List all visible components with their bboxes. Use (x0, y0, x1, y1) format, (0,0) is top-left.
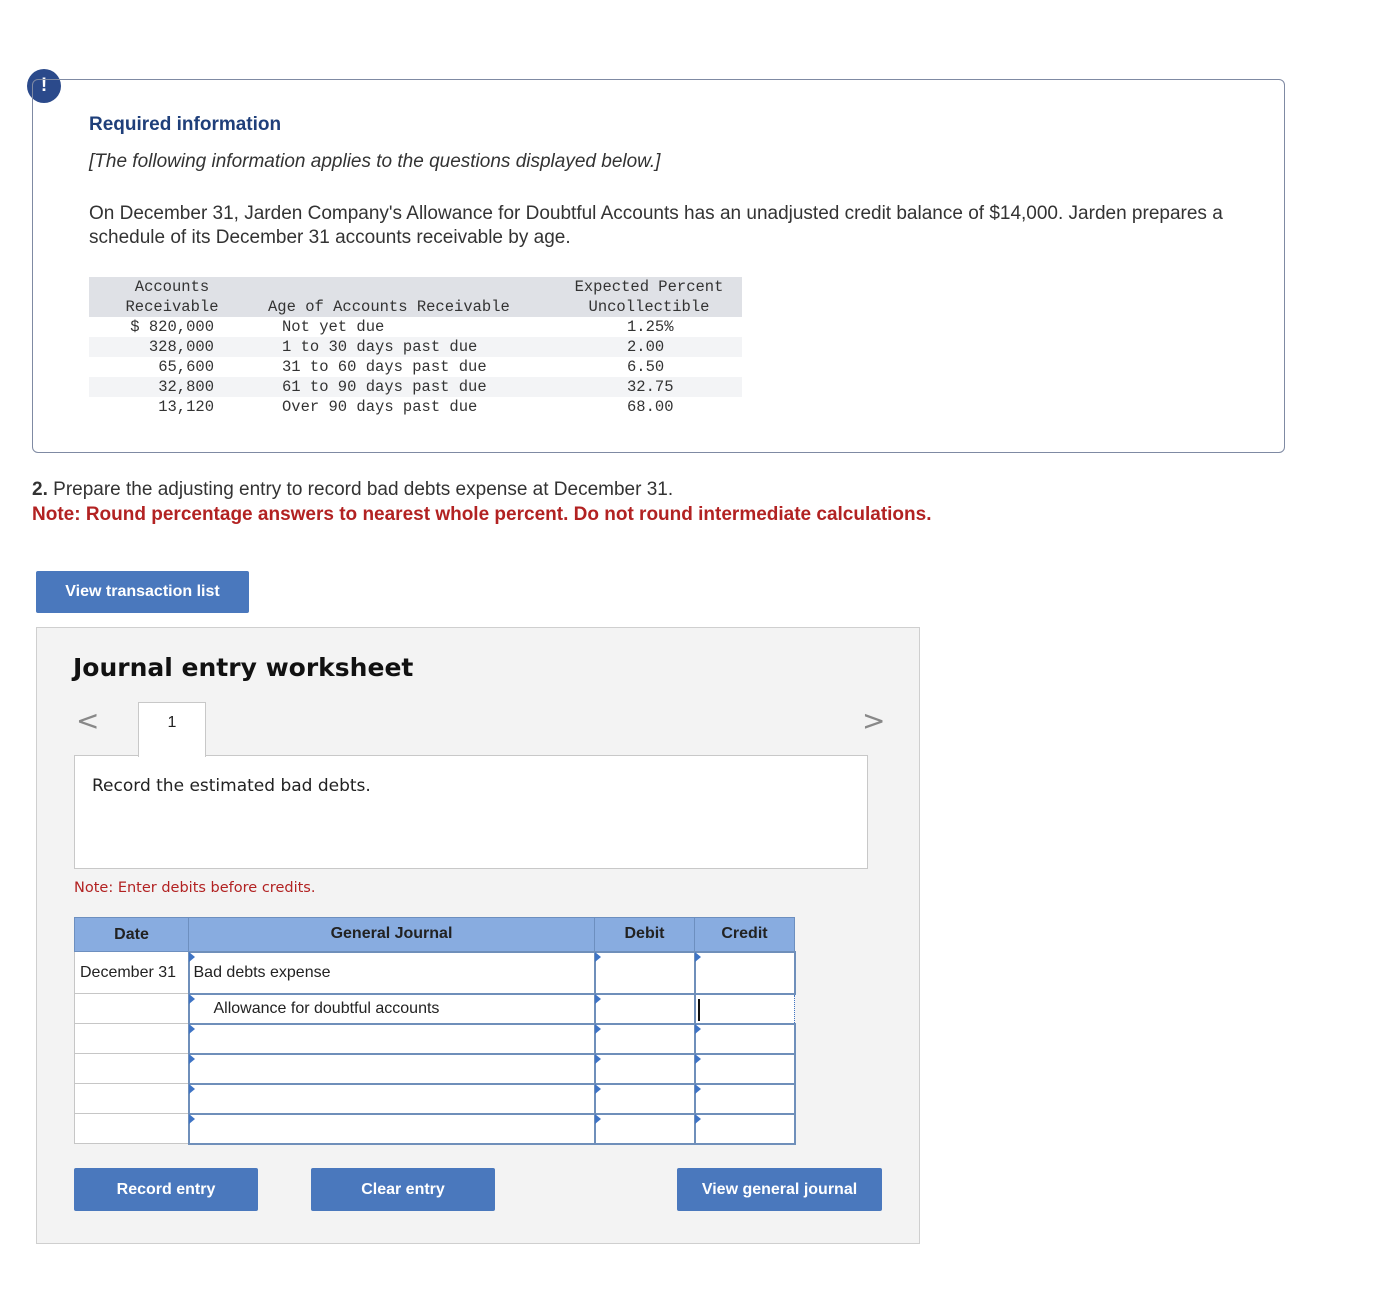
date-cell[interactable] (75, 1084, 189, 1114)
view-general-journal-button[interactable]: View general journal (677, 1168, 882, 1211)
journal-row (75, 1114, 795, 1144)
account-cell[interactable] (189, 1054, 595, 1084)
general-journal-table (74, 917, 796, 1145)
column-date: Date (75, 918, 189, 952)
chevron-left-icon[interactable]: < (76, 704, 100, 737)
entry-description: Record the estimated bad debts. (92, 776, 371, 796)
cell-marker-icon (189, 1084, 195, 1094)
aging-row (89, 377, 742, 397)
aging-row (89, 337, 742, 357)
account-cell[interactable] (189, 1024, 595, 1054)
journal-row (75, 952, 795, 994)
debit-input[interactable] (595, 1054, 695, 1084)
record-entry-button[interactable]: Record entry (74, 1168, 258, 1211)
account-name: Allowance for doubtful accounts (213, 999, 440, 1017)
cell-marker-icon (695, 952, 701, 962)
receivable-cell: 65,600 (158, 358, 214, 376)
percent-cell: 6.50 (627, 358, 665, 376)
entry-description-panel (74, 755, 868, 869)
cell-marker-icon (595, 994, 601, 1004)
age-cell: 1 to 30 days past due (282, 338, 478, 356)
required-info-subtitle: [The following information applies to the questions displayed below.] (89, 151, 661, 172)
journal-row (75, 1084, 795, 1114)
alert-icon: ! (27, 69, 61, 103)
credit-input[interactable] (695, 994, 795, 1024)
view-transaction-list-button[interactable]: View transaction list (36, 571, 249, 613)
percent-cell: 32.75 (627, 378, 674, 396)
cell-marker-icon (189, 1024, 195, 1034)
date-cell[interactable] (75, 994, 189, 1024)
credit-input[interactable] (695, 1084, 795, 1114)
aging-header-row (89, 277, 742, 317)
cell-marker-icon (695, 1054, 701, 1064)
credit-input[interactable] (695, 952, 795, 994)
column-general-journal: General Journal (189, 918, 595, 952)
age-cell: 31 to 60 days past due (282, 358, 487, 376)
cell-marker-icon (695, 1024, 701, 1034)
debit-input[interactable] (595, 1024, 695, 1054)
aging-row (89, 357, 742, 377)
percent-cell: 2.00 (627, 338, 665, 356)
percent-cell: 68.00 (627, 398, 674, 416)
journal-row (75, 994, 795, 1024)
rounding-note: Note: Round percentage answers to nearest whole percent. Do not round intermediate calculations. (32, 504, 932, 525)
credit-input[interactable] (695, 1114, 795, 1144)
chevron-right-icon[interactable]: > (862, 704, 886, 737)
aging-row (89, 397, 742, 417)
aging-schedule-table (89, 277, 742, 417)
debit-input[interactable] (595, 952, 695, 994)
account-cell[interactable] (189, 1114, 595, 1144)
journal-row (75, 1054, 795, 1084)
account-cell[interactable] (189, 1084, 595, 1114)
column-credit: Credit (695, 918, 795, 952)
cell-marker-icon (189, 952, 195, 962)
question-body: Prepare the adjusting entry to record bad debts expense at December 31. (53, 479, 674, 500)
date-cell[interactable] (75, 1054, 189, 1084)
age-cell: 61 to 90 days past due (282, 378, 487, 396)
journal-row (75, 1024, 795, 1054)
age-cell: Not yet due (282, 318, 385, 336)
account-cell[interactable] (189, 952, 595, 994)
header-expected-percent: Expected Percent Uncollectible (574, 278, 724, 316)
receivable-cell: $ 820,000 (130, 318, 214, 336)
cell-marker-icon (595, 1024, 601, 1034)
cell-marker-icon (695, 1114, 701, 1124)
cell-marker-icon (595, 952, 601, 962)
cell-marker-icon (695, 1084, 701, 1094)
clear-entry-button[interactable]: Clear entry (311, 1168, 495, 1211)
journal-header-row (75, 918, 795, 952)
receivable-cell: 328,000 (148, 338, 214, 356)
account-cell[interactable] (189, 994, 595, 1024)
age-cell: Over 90 days past due (282, 398, 478, 416)
cell-marker-icon (595, 1054, 601, 1064)
date-cell[interactable] (75, 1114, 189, 1144)
percent-cell: 1.25% (627, 318, 674, 336)
tab-entry-1[interactable]: 1 (138, 702, 206, 757)
aging-row (89, 317, 742, 337)
date-cell[interactable] (75, 1024, 189, 1054)
required-info-body: On December 31, Jarden Company's Allowance for Doubtful Accounts has an unadjusted credit balance of $14,000. Jarden prepares a schedule of its December 31 accounts receivable by age. (89, 203, 1223, 248)
credit-input[interactable] (695, 1024, 795, 1054)
debits-before-credits-note: Note: Enter debits before credits. (74, 880, 316, 896)
cell-marker-icon (189, 994, 195, 1004)
column-debit: Debit (595, 918, 695, 952)
cell-marker-icon (189, 1054, 195, 1064)
account-name: Bad debts expense (193, 963, 331, 981)
debit-input[interactable] (595, 994, 695, 1024)
cell-marker-icon (595, 1114, 601, 1124)
receivable-cell: 32,800 (158, 378, 214, 396)
header-accounts-receivable: Accounts Receivable (125, 278, 219, 316)
question-number: 2. (32, 479, 48, 500)
worksheet-title: Journal entry worksheet (73, 653, 414, 682)
debit-input[interactable] (595, 1114, 695, 1144)
text-caret (698, 999, 700, 1021)
credit-input[interactable] (695, 1054, 795, 1084)
header-age: Age of Accounts Receivable (268, 298, 510, 316)
required-info-title: Required information (89, 114, 282, 135)
cell-marker-icon (189, 1114, 195, 1124)
date-cell[interactable]: December 31 (75, 952, 189, 994)
cell-marker-icon (595, 1084, 601, 1094)
debit-input[interactable] (595, 1084, 695, 1114)
question-text (32, 479, 673, 501)
receivable-cell: 13,120 (158, 398, 214, 416)
